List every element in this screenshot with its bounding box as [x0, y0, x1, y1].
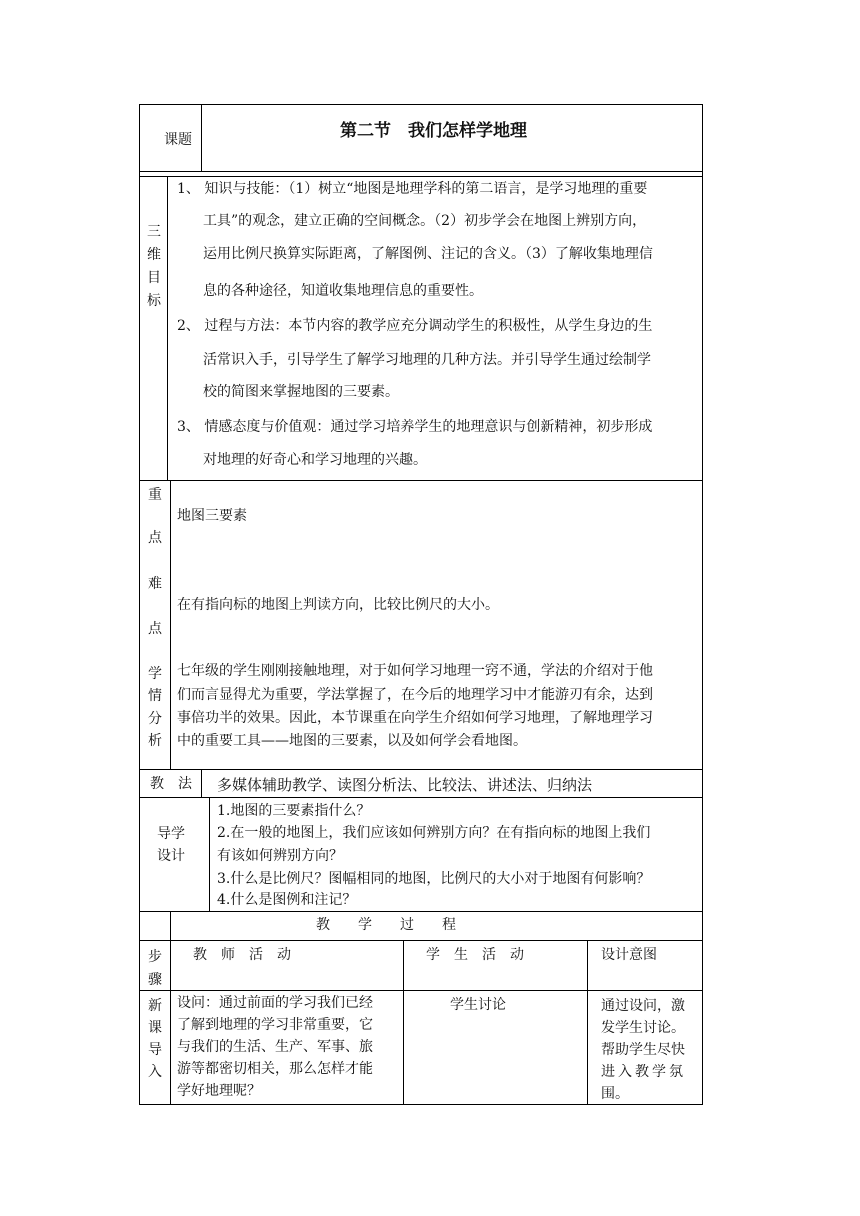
keypoints-label-char: 学	[148, 666, 162, 682]
teacher-line: 游等都密切相关，那么怎样才能	[177, 1061, 373, 1077]
keypoints-label-char: 析	[148, 733, 162, 749]
col-teacher: 教 师 活 动	[193, 947, 291, 963]
analysis-line: 中的重要工具——地图的三要素，以及如何学会看地图。	[177, 733, 527, 749]
teacher-line: 学好地理呢？	[177, 1083, 261, 1099]
intent-line: 围。	[601, 1086, 629, 1102]
teacher-line: 设问：通过前面的学习我们已经	[177, 995, 373, 1011]
col-step-char: 步 骤	[148, 949, 162, 988]
key-point-text: 地图三要素	[177, 508, 247, 524]
objectives-line: 运用比例尺换算实际距离，了解图例、注记的含义。（3）了解收集地理信	[203, 246, 653, 262]
teacher-line: 与我们的生活、生产、军事、旅	[177, 1039, 373, 1055]
keypoints-label-char: 重	[148, 487, 162, 503]
difficulty-text: 在有指向标的地图上判读方向，比较比例尺的大小。	[177, 597, 499, 613]
guide-line: 3.什么是比例尺？图幅相同的地图，比例尺的大小对于地图有何影响？	[217, 871, 651, 887]
step-char: 入	[148, 1064, 162, 1080]
col-student: 学 生 活 动	[426, 947, 524, 963]
intent-line: 发学生讨论。	[601, 1020, 685, 1036]
keypoints-label-char: 点	[148, 530, 162, 546]
objectives-line: 工具”的观念，建立正确的空间概念。（2）初步学会在地图上辨别方向，	[203, 213, 647, 229]
student-activity: 学生讨论	[450, 997, 506, 1013]
step-char: 课	[148, 1020, 162, 1036]
objectives-label-char: 三	[147, 224, 161, 240]
intent-line: 帮助学生尽快	[601, 1042, 685, 1058]
keypoints-label-char: 情	[148, 688, 162, 704]
keypoints-label-char: 点	[148, 621, 162, 637]
objectives-line: 对地理的好奇心和学习地理的兴趣。	[203, 452, 427, 468]
analysis-line: 们而言显得尤为重要，学法掌握了，在今后的地理学习中才能游刃有余，达到	[177, 687, 653, 703]
objectives-line: 1、 知识与技能：（1）树立“地图是地理学科的第二语言，是学习地理的重要	[177, 181, 648, 197]
lesson-label: 课题	[164, 132, 192, 148]
intent-line: 通过设问，激	[601, 998, 685, 1014]
guide-line: 4.什么是图例和注记？	[217, 892, 357, 908]
objectives-line: 活常识入手，引导学生了解学习地理的几种方法。并引导学生通过绘制学	[203, 352, 651, 368]
analysis-line: 七年级的学生刚刚接触地理，对于如何学习地理一窍不通，学法的介绍对于他	[177, 663, 653, 679]
step-char: 新	[148, 998, 162, 1014]
analysis-line: 事倍功半的效果。因此，本节课重在向学生介绍如何学习地理，了解地理学习	[177, 710, 653, 726]
process-header: 教 学 过 程	[316, 917, 456, 933]
keypoints-label-char: 难	[148, 576, 162, 592]
objectives-line: 息的各种途径，知道收集地理信息的重要性。	[203, 283, 483, 299]
guide-line: 1.地图的三要素指什么？	[217, 803, 371, 819]
objectives-label-char: 目	[147, 270, 161, 286]
objectives-line: 2、 过程与方法：本节内容的教学应充分调动学生的积极性，从学生身边的生	[177, 318, 653, 334]
intent-line: 进入教学氛	[601, 1064, 686, 1080]
guide-line: 2.在一般的地图上，我们应该如何辨别方向？在有指向标的地图上我们	[217, 825, 651, 841]
objectives-label-char: 维	[147, 247, 161, 263]
method-label: 教 法	[150, 776, 192, 792]
lesson-title: 第二节 我们怎样学地理	[340, 121, 527, 141]
col-intent: 设计意图	[601, 947, 657, 963]
guide-line: 有该如何辨别方向？	[217, 848, 343, 864]
objectives-line: 3、 情感态度与价值观：通过学习培养学生的地理意识与创新精神，初步形成	[177, 419, 653, 435]
guide-label-line: 设计	[157, 848, 185, 864]
teacher-line: 了解到地理的学习非常重要，它	[177, 1017, 373, 1033]
keypoints-label-char: 分	[148, 711, 162, 727]
objectives-label-char: 标	[147, 293, 161, 309]
step-char: 导	[148, 1042, 162, 1058]
objectives-line: 校的简图来掌握地图的三要素。	[203, 384, 399, 400]
guide-label-line: 导学	[157, 826, 185, 842]
method-text: 多媒体辅助教学、读图分析法、比较法、讲述法、归纳法	[217, 776, 593, 794]
